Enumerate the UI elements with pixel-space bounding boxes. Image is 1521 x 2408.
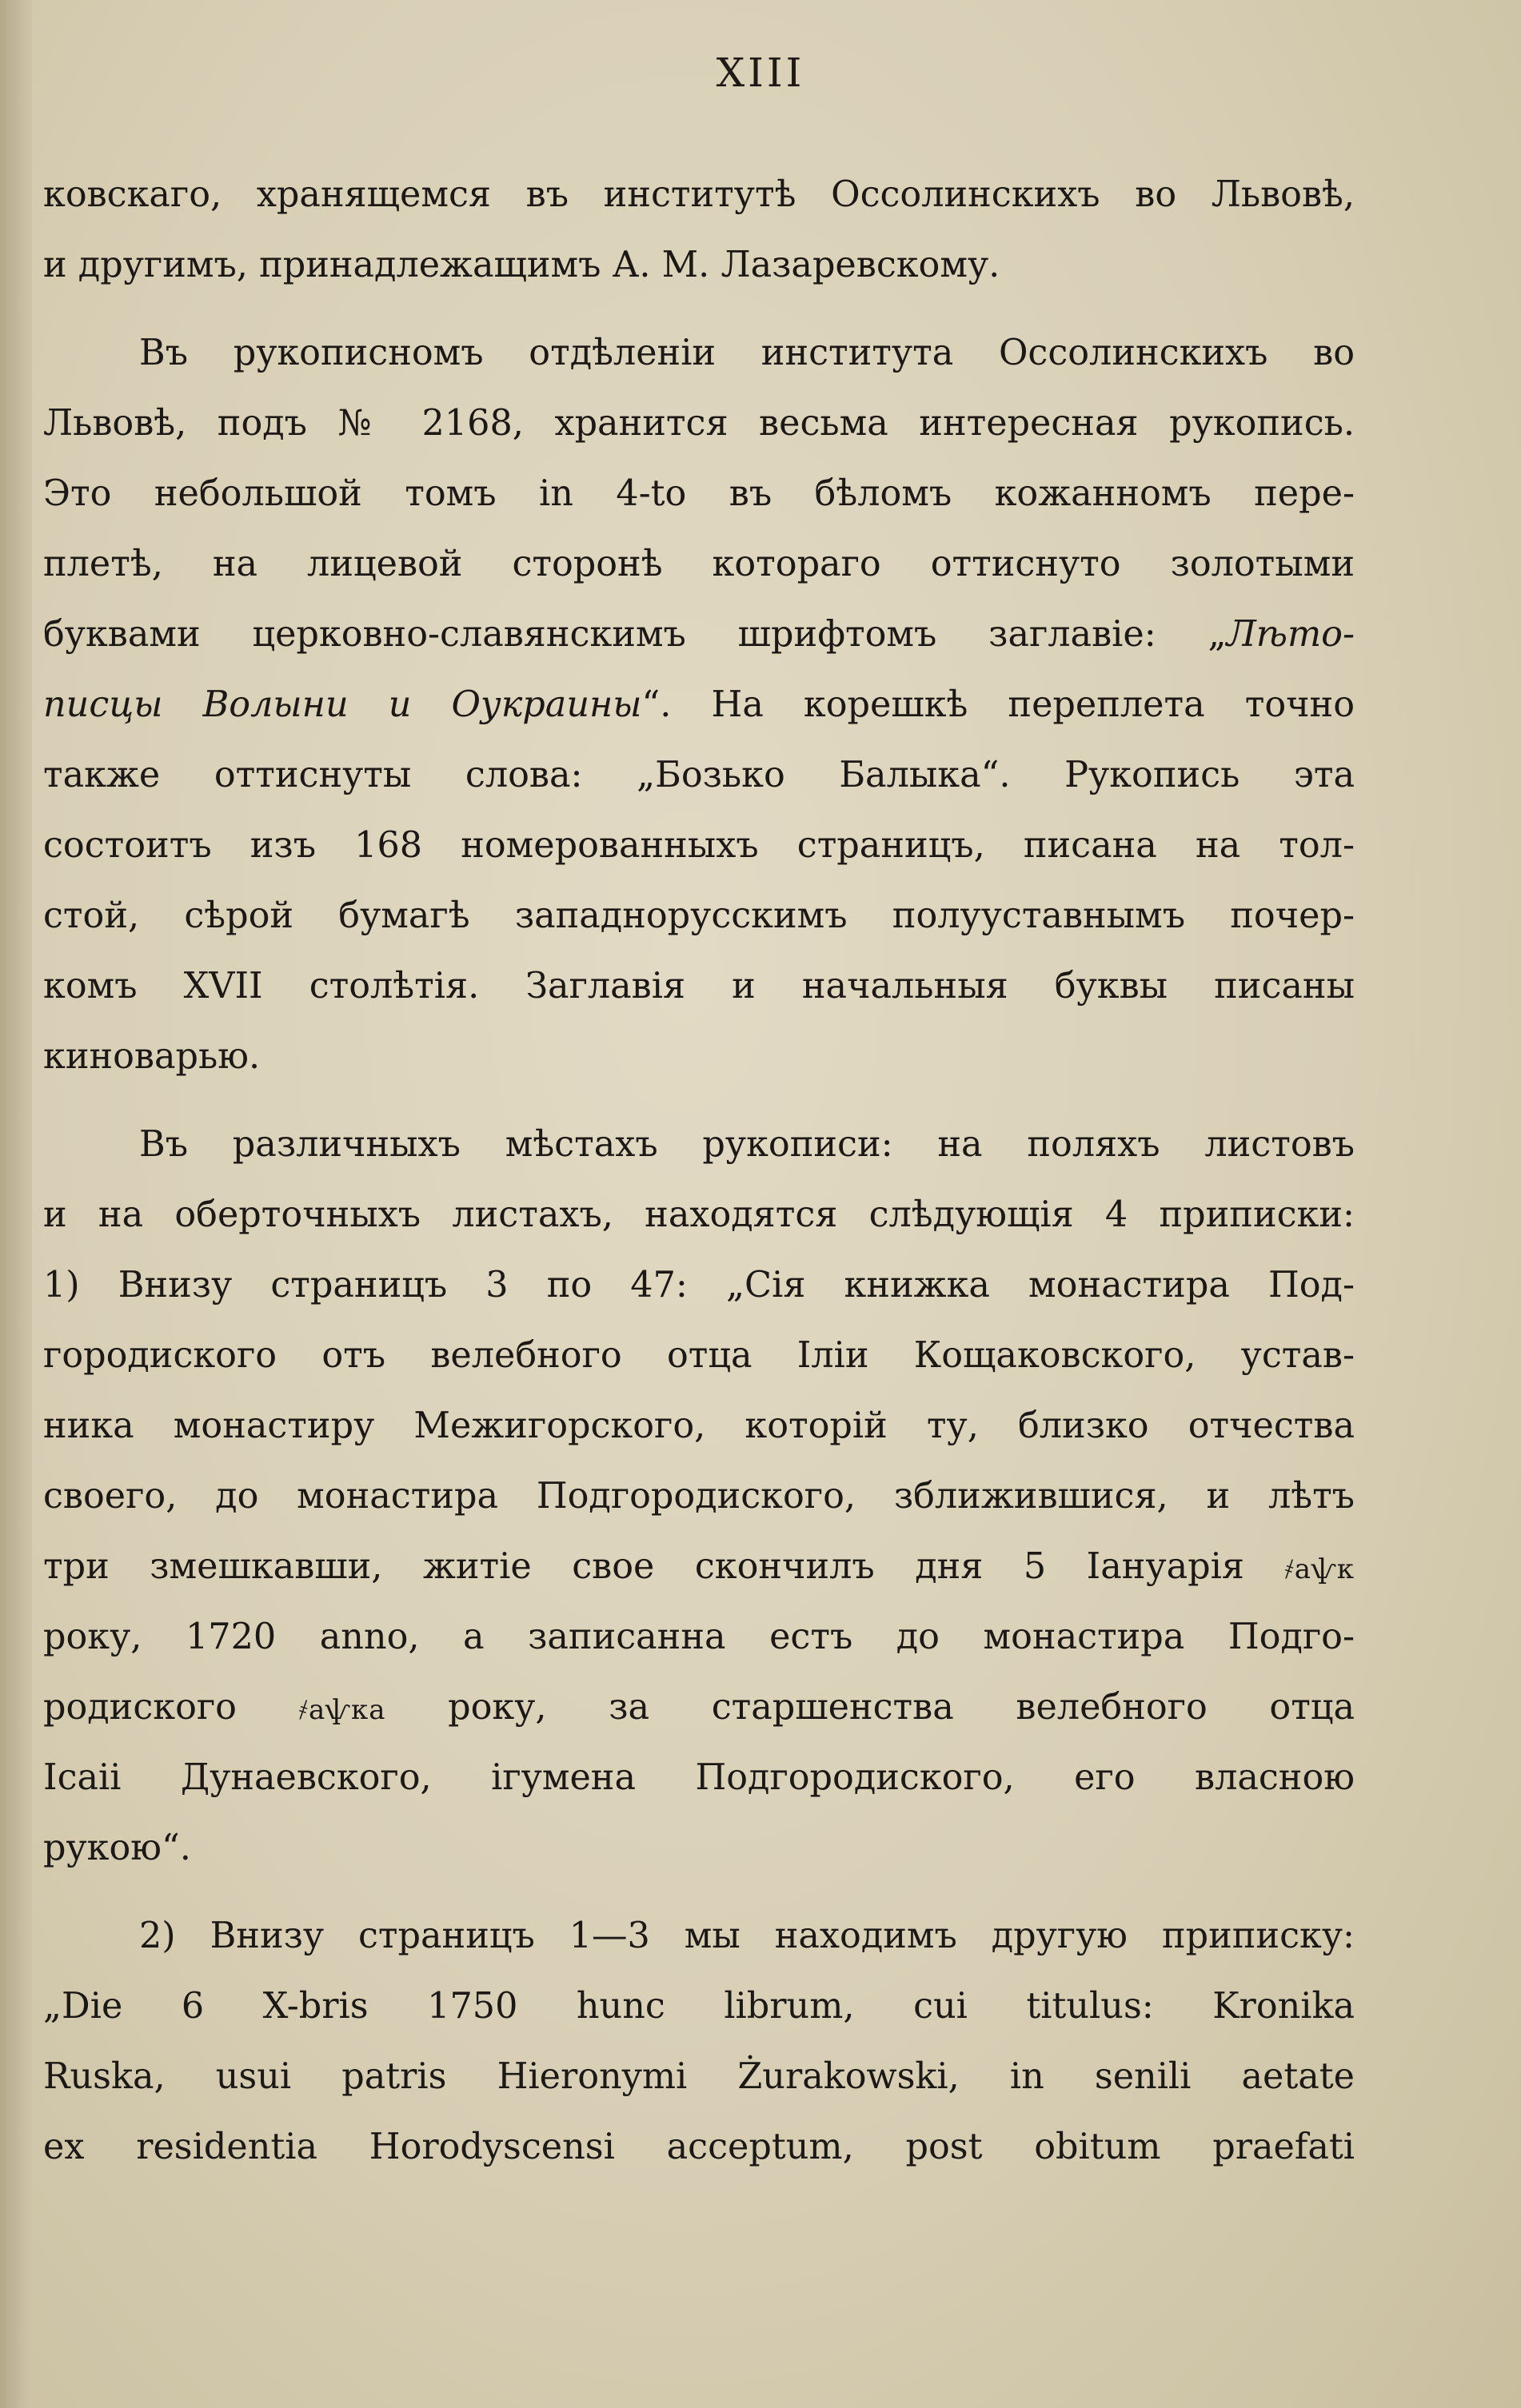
text-line: ex residentia Horodyscensi acceptum, post obitum praefati <box>43 2127 1355 2167</box>
text-segment: “. На корешкѣ переплета точно <box>641 684 1355 725</box>
text-line <box>43 1532 1355 1602</box>
text-line: „Die 6 X-bris 1750 hunc librum, cui titulus: Kronika <box>43 1986 1355 2027</box>
text-line: комъ XVII столѣтія. Заглавія и начальныя буквы писаны <box>43 966 1355 1007</box>
text-line: Въ рукописномъ отдѣленіи института Оссолинскихъ во <box>139 333 1355 373</box>
text-segment: три змешкавши, житіе свое скончилъ дня 5 Іануарія <box>43 1546 1244 1587</box>
text-line: и на оберточныхъ листахъ, находятся слѣдующія 4 приписки: <box>43 1194 1355 1235</box>
italic-title: писцы Волыни и Оукраины <box>43 684 642 725</box>
paragraph-gap <box>43 1092 1355 1110</box>
text-line: Въ различныхъ мѣстахъ рукописи: на поляхъ листовъ <box>139 1124 1355 1165</box>
italic-title: Лѣто- <box>1226 614 1355 655</box>
page-number: XIII <box>716 50 805 96</box>
church-slavonic-numeral: ҂аѱк <box>1284 1553 1355 1585</box>
text-line: Львовѣ, подъ № 2168, хранится весьма интересная рукопись. <box>43 403 1355 444</box>
text-segment: року, за старшенства велебного отца <box>448 1687 1355 1728</box>
text-segment: родиского <box>43 1687 237 1728</box>
text-line: городиского отъ велебного отца Іліи Кощаковского, устав- <box>43 1335 1355 1376</box>
text-line: состоитъ изъ 168 номерованныхъ страницъ, писана на тол- <box>43 825 1355 866</box>
text-line <box>43 1672 1355 1743</box>
text-line: 2) Внизу страницъ 1—3 мы находимъ другую приписку: <box>139 1916 1355 1956</box>
page-binding-edge <box>0 0 32 2408</box>
text-line: ника монастиру Межигорского, которій ту, близко отчества <box>43 1405 1355 1446</box>
text-line: 1) Внизу страницъ 3 по 47: „Сія книжка монастира Под- <box>43 1265 1355 1306</box>
text-line: также оттиснуты слова: „Бозько Балыка“. Рукопись эта <box>43 755 1355 795</box>
text-line <box>43 600 1355 670</box>
paragraph-gap <box>43 301 1355 318</box>
text-line: и другимъ, принадлежащимъ А. М. Лазаревскому. <box>43 245 1000 285</box>
text-line: року, 1720 anno, а записанна естъ до монастира Подго- <box>43 1617 1355 1657</box>
text-line: Это небольшой томъ in 4-to въ бѣломъ кожанномъ пере- <box>43 473 1355 514</box>
text-line: стой, сѣрой бумагѣ западнорусскимъ полууставнымъ почер- <box>43 895 1355 936</box>
body-text <box>43 160 1355 2183</box>
text-line: рукою“. <box>43 1828 191 1868</box>
text-line: Ruska, usui patris Hieronymi Żurakowski, in senili aetate <box>43 2056 1355 2097</box>
text-line: ковскаго, хранящемся въ институтѣ Оссолинскихъ во Львовѣ, <box>43 174 1355 215</box>
text-line: своего, до монастира Подгородиского, зближившися, и лѣтъ <box>43 1476 1355 1517</box>
text-line: плетѣ, на лицевой сторонѣ котораго оттиснуто золотыми <box>43 544 1355 584</box>
text-line: Ісаіі Дунаевского, ігумена Подгородиского, его власною <box>43 1757 1355 1798</box>
church-slavonic-numeral: ҂аѱка <box>298 1694 386 1726</box>
paragraph-gap <box>43 1884 1355 1901</box>
text-segment: буквами церковно-славянскимъ шрифтомъ заглавіе: „ <box>43 614 1227 655</box>
text-line: киноварью. <box>43 1036 261 1077</box>
text-line <box>43 670 1355 740</box>
